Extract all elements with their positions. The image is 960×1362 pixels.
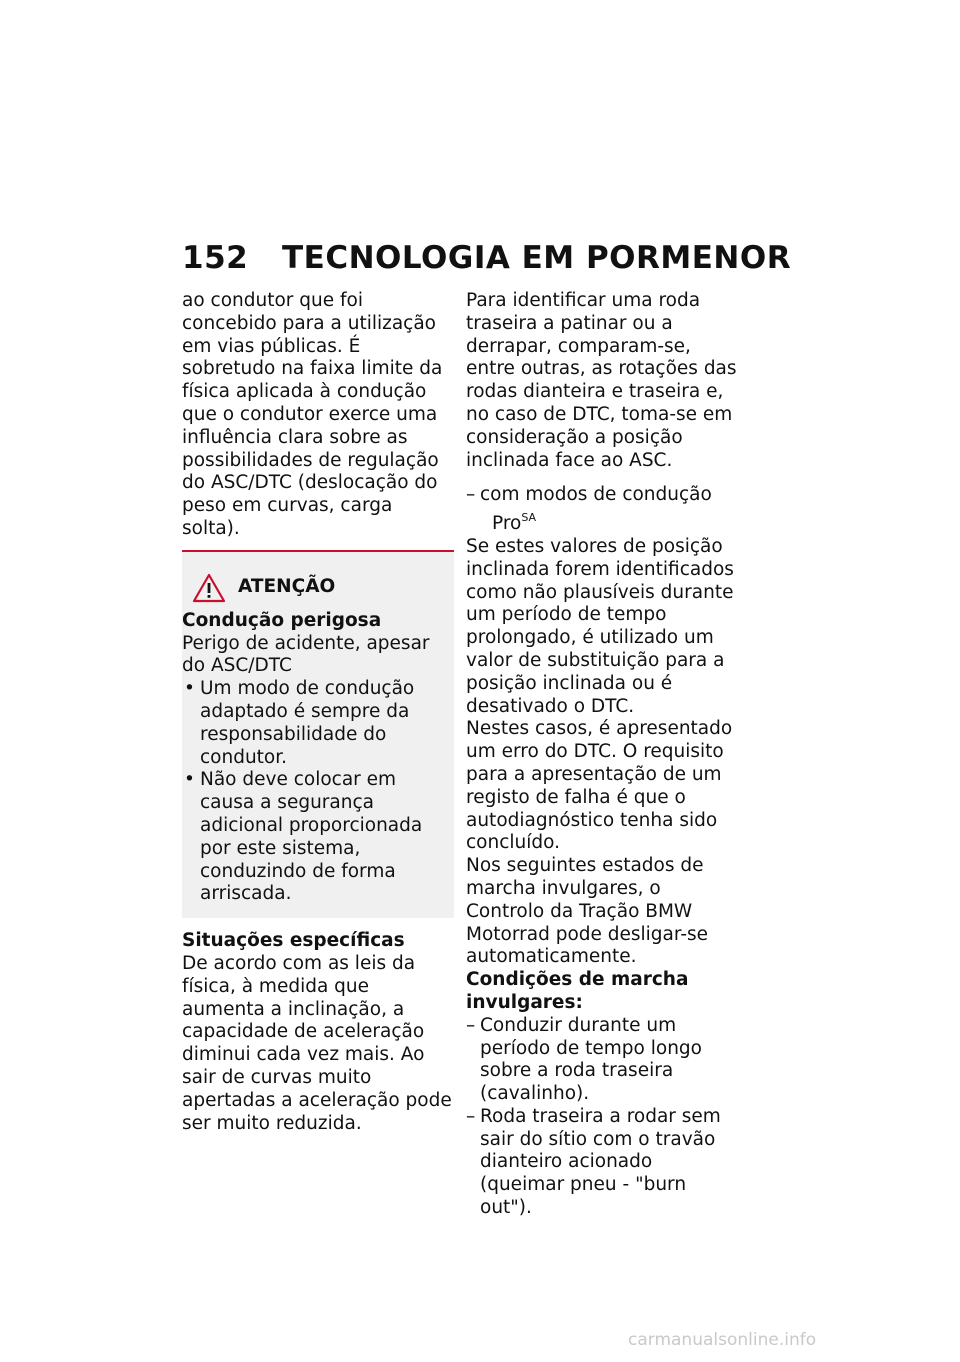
warning-heading: Condução perigosa (182, 609, 382, 631)
warning-text: Perigo de acidente, apesar do ASC/DTC (182, 632, 430, 677)
warning-bullets (182, 678, 454, 906)
paragraph-identification: Para identificar uma roda traseira a patinar ou a derrapar, comparam-se, entre outras, as rotações das rodas dianteira e traseira e, no caso de DTC, toma-se em consideração a posição inclinada face ao ASC. (466, 290, 737, 471)
paragraph-plausibility: Se estes valores de posição inclinada forem identificados como não plausíveis durante um período de tempo prolongado, é utilizado um valor de substituição para a posição inclinada ou é desativado o DTC. (466, 535, 734, 717)
warning-body (182, 610, 454, 906)
list-item (466, 1015, 740, 1106)
dash-marker: – (466, 1014, 476, 1036)
condition-text: Conduzir durante um período de tempo longo sobre a roda traseira (cavalinho). (480, 1014, 702, 1105)
dash-marker: – (466, 484, 476, 506)
page-title: TECNOLOGIA EM PORMENOR (282, 240, 792, 276)
page-number: 152 (182, 240, 249, 276)
warning-header (182, 570, 454, 606)
paragraph-unusual-states: Nos seguintes estados de marcha invulgares, o Controlo da Tração BMW Motorrad pode desligar-se automaticamente. (466, 855, 709, 968)
mode-superscript: SA (521, 511, 537, 525)
page-header (182, 240, 792, 284)
conditions-list (466, 1015, 740, 1220)
intro-paragraph: ao condutor que foi concebido para a utilização em vias públicas. É sobretudo na faixa limite da física aplicada à condução que o condutor exerce uma influência clara sobre as possibilidades de regulação do ASC/DTC (deslocação do peso em curvas, carga solta). (182, 290, 443, 539)
mode-note-line1: com modos de condução (480, 484, 712, 506)
right-column (466, 290, 740, 1220)
condition-text: Roda traseira a rodar sem sair do sítio com o travão dianteiro acionado (queimar pneu - "burn out"). (480, 1105, 721, 1219)
list-item (466, 1106, 740, 1220)
list-item: • Um modo de condução adaptado é sempre da responsabilidade do condutor. (182, 678, 454, 769)
mode-note (466, 484, 740, 536)
warning-triangle-icon (192, 572, 226, 604)
section-text: De acordo com as leis da física, à medida que aumenta a inclinação, a capacidade de aceleração diminui cada vez mais. Ao sair de curvas muito apertadas a aceleração pode ser muito reduzida. (182, 952, 452, 1134)
list-item: • Não deve colocar em causa a segurança adicional proporcionada por este sistema, conduzindo de forma arriscada. (182, 769, 454, 906)
mode-note-line2 (480, 507, 740, 536)
section-heading: Situações específicas (182, 930, 405, 952)
watermark: carmanualsonline.info (628, 1330, 817, 1350)
dash-marker: – (466, 1105, 476, 1127)
conditions-heading: Condições de marcha invulgares: (466, 969, 689, 1013)
mode-name: Pro (492, 513, 522, 535)
warning-box (182, 552, 454, 918)
warning-label: ATENÇÃO (238, 576, 336, 598)
left-column (182, 290, 454, 1135)
paragraph-error: Nestes casos, é apresentado um erro do DTC. O requisito para a apresentação de um registo de falha é que o autodiagnóstico tenha sido concluído. (466, 718, 733, 854)
